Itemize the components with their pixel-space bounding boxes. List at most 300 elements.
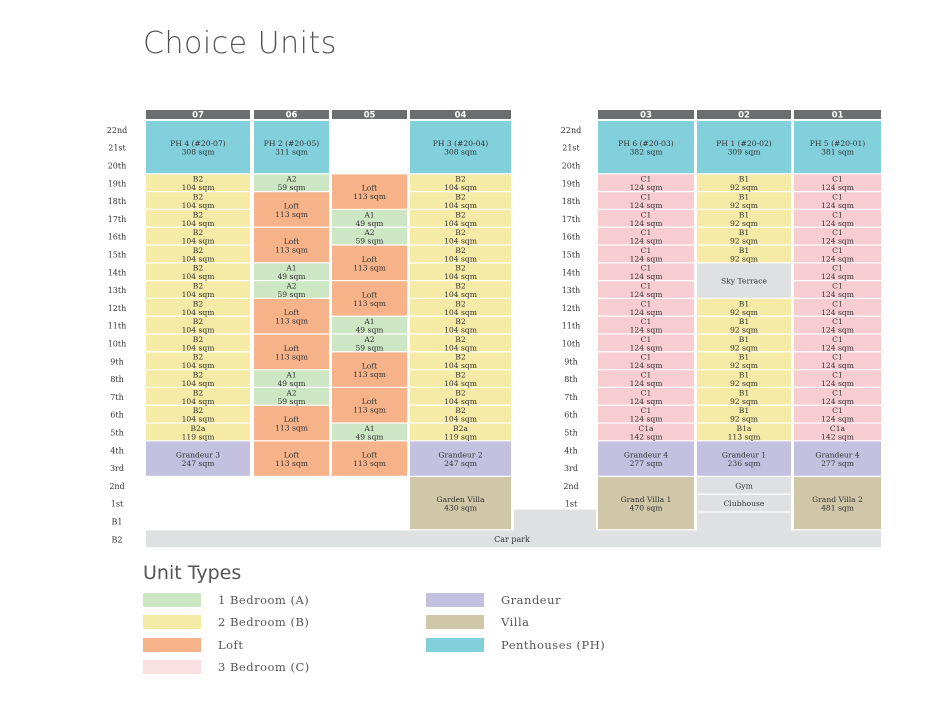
floor-label-right: 13th bbox=[561, 286, 581, 296]
unit-area: 124 sqm bbox=[821, 325, 854, 335]
unit-name: Garden Villa bbox=[436, 495, 485, 505]
unit-area: 124 sqm bbox=[821, 379, 854, 388]
unit-area: 247 sqm bbox=[444, 459, 477, 469]
legend-label: Grandeur bbox=[501, 593, 562, 607]
unit-name: C1 bbox=[832, 370, 843, 380]
floor-label-left: 13th bbox=[107, 286, 127, 296]
unit-cell bbox=[697, 192, 791, 210]
floor-label-left: 17th bbox=[107, 214, 127, 224]
floor-label-right: 11th bbox=[561, 321, 581, 331]
unit-name: C1 bbox=[640, 263, 652, 273]
unit-name: B2 bbox=[455, 406, 466, 416]
unit-name: C1a bbox=[829, 423, 846, 433]
unit-area: 124 sqm bbox=[629, 343, 663, 353]
unit-area: 92 sqm bbox=[729, 379, 759, 388]
unit-name: A1 bbox=[364, 317, 375, 327]
legend-swatch bbox=[426, 638, 484, 652]
unit-cell bbox=[146, 299, 250, 317]
unit-cell bbox=[332, 335, 407, 353]
unit-cell bbox=[794, 424, 881, 442]
page-title: Choice Units bbox=[143, 26, 337, 61]
floor-label-right: 1st bbox=[564, 499, 578, 509]
floor-label-right: 18th bbox=[561, 197, 581, 207]
unit-name: B2 bbox=[192, 352, 204, 362]
unit-name: B1 bbox=[738, 370, 750, 380]
unit-cell bbox=[697, 299, 791, 317]
unit-area: 104 sqm bbox=[444, 254, 477, 264]
unit-area: 113 sqm bbox=[353, 370, 386, 380]
unit-name: C1 bbox=[640, 317, 652, 327]
unit-cell bbox=[794, 370, 881, 388]
unit-cell bbox=[410, 317, 511, 335]
unit-cell bbox=[794, 228, 881, 246]
floor-label-left: 1st bbox=[110, 499, 124, 509]
unit-name: B2 bbox=[192, 370, 204, 380]
unit-name: PH 6 (#20-03) bbox=[618, 139, 674, 149]
unit-name: Grandeur 4 bbox=[623, 450, 669, 460]
unit-cell bbox=[794, 441, 881, 475]
unit-cell bbox=[254, 388, 329, 406]
unit-area: 142 sqm bbox=[629, 432, 663, 442]
unit-area: 124 sqm bbox=[821, 343, 854, 353]
unit-name: C1 bbox=[832, 406, 843, 416]
unit-cell bbox=[146, 210, 250, 228]
floor-label-left: 7th bbox=[110, 392, 124, 402]
unit-name: B2 bbox=[455, 388, 466, 398]
unit-cell bbox=[598, 477, 694, 529]
unit-cell bbox=[697, 441, 791, 475]
unit-name: B2 bbox=[455, 299, 466, 309]
unit-cell bbox=[697, 370, 791, 388]
unit-name: C1a bbox=[638, 423, 654, 433]
unit-area: 113 sqm bbox=[275, 459, 308, 469]
unit-name: A1 bbox=[364, 210, 375, 220]
legend-label: 3 Bedroom (C) bbox=[218, 660, 310, 674]
floor-label-left: 4th bbox=[110, 446, 124, 456]
unit-area: 104 sqm bbox=[181, 343, 215, 353]
floor-label-left: 3rd bbox=[109, 464, 125, 474]
unit-name: A2 bbox=[286, 281, 297, 291]
unit-name: B2 bbox=[192, 334, 204, 344]
unit-cell bbox=[794, 406, 881, 424]
unit-area: 104 sqm bbox=[444, 272, 477, 282]
unit-area: 124 sqm bbox=[629, 361, 663, 371]
legend-label: 2 Bedroom (B) bbox=[218, 615, 310, 629]
unit-cell bbox=[410, 335, 511, 353]
unit-cell bbox=[332, 352, 407, 386]
floor-label-right: 19th bbox=[561, 179, 581, 189]
unit-cell bbox=[254, 192, 329, 226]
unit-cell bbox=[146, 424, 250, 442]
unit-cell bbox=[794, 317, 881, 335]
unit-name: C1 bbox=[832, 210, 843, 220]
unit-name: C1 bbox=[640, 210, 652, 220]
unit-cell bbox=[146, 192, 250, 210]
unit-name: B2 bbox=[192, 210, 204, 220]
unit-name: B2 bbox=[192, 406, 204, 416]
floor-label-right: 12th bbox=[561, 303, 581, 313]
unit-area: 49 sqm bbox=[355, 218, 384, 228]
unit-area: 113 sqm bbox=[275, 209, 308, 219]
unit-name: A2 bbox=[286, 174, 297, 184]
unit-name: B1 bbox=[738, 317, 750, 327]
unit-name: B2 bbox=[455, 210, 466, 220]
unit-name: B1 bbox=[738, 334, 750, 344]
unit-name: Grand Villa 2 bbox=[812, 495, 863, 505]
unit-area: 104 sqm bbox=[181, 361, 215, 371]
unit-cell bbox=[794, 263, 881, 281]
unit-area: 124 sqm bbox=[629, 396, 663, 406]
unit-area: 104 sqm bbox=[444, 236, 477, 246]
unit-name: C1 bbox=[640, 352, 652, 362]
unit-cell bbox=[332, 246, 407, 280]
unit-name: Loft bbox=[361, 183, 378, 193]
column-header-label: 05 bbox=[363, 110, 376, 121]
legend-item-villa bbox=[426, 614, 530, 630]
unit-name: B2a bbox=[453, 423, 468, 433]
unit-area: 382 sqm bbox=[629, 147, 663, 157]
unit-name: C1 bbox=[832, 245, 843, 255]
unit-name: Clubhouse bbox=[723, 499, 765, 509]
unit-area: 470 sqm bbox=[629, 503, 663, 513]
unit-cell bbox=[146, 441, 250, 475]
unit-cell bbox=[410, 370, 511, 388]
floor-label-right: 10th bbox=[561, 339, 581, 349]
unit-cell bbox=[332, 424, 407, 442]
unit-cell bbox=[410, 352, 511, 370]
unit-name: Grandeur 2 bbox=[438, 450, 483, 460]
unit-area: 119 sqm bbox=[444, 432, 477, 442]
unit-area: 104 sqm bbox=[444, 396, 477, 406]
unit-area: 113 sqm bbox=[275, 352, 308, 362]
unit-area: 104 sqm bbox=[444, 183, 477, 193]
unit-area: 92 sqm bbox=[729, 396, 759, 406]
unit-name: B2 bbox=[455, 352, 466, 362]
unit-name: C1 bbox=[640, 388, 652, 398]
unit-area: 49 sqm bbox=[277, 272, 306, 282]
unit-name: PH 1 (#20-02) bbox=[716, 139, 772, 149]
unit-cell bbox=[410, 174, 511, 192]
unit-area: 49 sqm bbox=[355, 325, 384, 335]
unit-name: C1 bbox=[640, 281, 652, 291]
unit-name: B2 bbox=[192, 281, 204, 291]
unit-cell bbox=[410, 424, 511, 442]
unit-name: B2 bbox=[192, 228, 204, 238]
unit-name: B1 bbox=[738, 245, 750, 255]
floor-label-left: 16th bbox=[107, 232, 127, 242]
unit-name: C1 bbox=[640, 299, 652, 309]
unit-name: B2 bbox=[455, 192, 466, 202]
unit-cell bbox=[794, 299, 881, 317]
floor-label-right: 14th bbox=[561, 268, 581, 278]
unit-name: B1 bbox=[738, 388, 750, 398]
unit-area: 481 sqm bbox=[821, 503, 854, 513]
unit-cell bbox=[410, 281, 511, 299]
unit-cell bbox=[598, 121, 694, 173]
legend-swatch bbox=[143, 593, 201, 607]
unit-area: 308 sqm bbox=[444, 147, 477, 157]
unit-name: C1 bbox=[640, 174, 652, 184]
floor-label-left: 6th bbox=[110, 410, 124, 420]
unit-cell bbox=[697, 317, 791, 335]
unit-area: 104 sqm bbox=[444, 414, 477, 424]
unit-area: 104 sqm bbox=[181, 290, 215, 299]
unit-name: B1 bbox=[738, 299, 750, 309]
unit-area: 104 sqm bbox=[181, 307, 215, 317]
unit-cell bbox=[598, 210, 694, 228]
unit-area: 124 sqm bbox=[629, 201, 663, 210]
unit-cell bbox=[410, 477, 511, 529]
unit-name: Grand Villa 1 bbox=[620, 495, 672, 505]
unit-area: 124 sqm bbox=[629, 307, 663, 317]
legend-label: Villa bbox=[501, 615, 530, 629]
unit-name: B2 bbox=[455, 263, 466, 273]
unit-cell bbox=[332, 228, 407, 246]
unit-area: 113 sqm bbox=[727, 432, 761, 442]
unit-cell bbox=[598, 406, 694, 424]
floor-label-left: 18th bbox=[107, 197, 127, 207]
unit-cell bbox=[697, 495, 791, 512]
unit-area: 92 sqm bbox=[729, 218, 759, 228]
b1-block bbox=[514, 510, 596, 532]
unit-cell bbox=[146, 246, 250, 264]
unit-cell bbox=[410, 210, 511, 228]
unit-name: PH 3 (#20-04) bbox=[432, 139, 489, 149]
column-header-01 bbox=[794, 110, 881, 121]
unit-name: Grandeur 4 bbox=[815, 450, 860, 460]
unit-name: C1 bbox=[832, 388, 843, 398]
unit-cell bbox=[410, 388, 511, 406]
unit-area: 124 sqm bbox=[821, 236, 854, 246]
unit-name: C1 bbox=[640, 406, 652, 416]
unit-cell bbox=[794, 121, 881, 173]
unit-area: 92 sqm bbox=[729, 183, 759, 193]
unit-name: B2 bbox=[455, 370, 466, 380]
unit-name: B2 bbox=[192, 174, 204, 184]
unit-area: 124 sqm bbox=[821, 272, 854, 282]
unit-cell bbox=[598, 174, 694, 192]
legend-swatch bbox=[426, 593, 484, 607]
unit-cell bbox=[146, 174, 250, 192]
floor-label-left: 19th bbox=[107, 179, 127, 189]
floor-label-left: 21st bbox=[108, 143, 126, 153]
car-park bbox=[146, 530, 881, 547]
unit-area: 113 sqm bbox=[275, 316, 308, 326]
floor-label-left: 11th bbox=[107, 321, 127, 331]
floor-label-left: 15th bbox=[107, 250, 127, 260]
legend-swatch bbox=[143, 660, 201, 674]
unit-area: 104 sqm bbox=[181, 236, 215, 246]
unit-area: 104 sqm bbox=[444, 343, 477, 353]
column-header-label: 07 bbox=[192, 110, 204, 121]
unit-cell bbox=[598, 335, 694, 353]
unit-name: B1 bbox=[738, 174, 750, 184]
unit-area: 104 sqm bbox=[181, 379, 215, 388]
unit-cell bbox=[410, 192, 511, 210]
legend-swatch bbox=[143, 615, 201, 629]
floor-label-right: 15th bbox=[561, 250, 581, 260]
unit-area: 124 sqm bbox=[821, 396, 854, 406]
column-header-06 bbox=[254, 110, 329, 121]
unit-name: Loft bbox=[283, 237, 300, 246]
unit-cell bbox=[794, 192, 881, 210]
unit-area: 92 sqm bbox=[729, 414, 759, 424]
floor-label-left: 9th bbox=[110, 357, 124, 367]
unit-cell bbox=[794, 246, 881, 264]
unit-area: 236 sqm bbox=[727, 459, 761, 469]
unit-cell bbox=[146, 370, 250, 388]
unit-name: Loft bbox=[283, 343, 300, 353]
unit-area: 104 sqm bbox=[181, 272, 215, 282]
unit-cell bbox=[794, 281, 881, 299]
unit-cell bbox=[598, 281, 694, 299]
unit-name: C1 bbox=[832, 352, 843, 362]
unit-area: 92 sqm bbox=[729, 307, 759, 317]
unit-name: PH 5 (#20-01) bbox=[809, 139, 866, 149]
unit-area: 124 sqm bbox=[821, 183, 854, 193]
unit-area: 124 sqm bbox=[821, 254, 854, 264]
unit-cell bbox=[254, 299, 329, 333]
unit-name: B2 bbox=[455, 281, 466, 291]
unit-cell bbox=[598, 388, 694, 406]
unit-cell bbox=[410, 441, 511, 475]
unit-name: Grandeur 3 bbox=[175, 450, 221, 460]
column-header-03 bbox=[598, 110, 694, 121]
unit-area: 104 sqm bbox=[444, 218, 477, 228]
column-header-label: 06 bbox=[285, 110, 298, 121]
unit-area: 124 sqm bbox=[821, 218, 854, 228]
unit-area: 113 sqm bbox=[353, 405, 386, 415]
unit-area: 247 sqm bbox=[181, 459, 215, 469]
unit-name: B1 bbox=[738, 406, 750, 416]
floor-label-right: 7th bbox=[564, 392, 578, 402]
unit-area: 104 sqm bbox=[444, 307, 477, 317]
legend-item-loft bbox=[143, 637, 243, 653]
unit-name: B1a bbox=[736, 423, 752, 433]
unit-cell bbox=[332, 174, 407, 208]
unit-name: Loft bbox=[361, 254, 378, 264]
unit-name: B2 bbox=[455, 317, 466, 327]
unit-cell bbox=[697, 388, 791, 406]
unit-name: C1 bbox=[832, 299, 843, 309]
unit-cell bbox=[146, 335, 250, 353]
unit-name: Loft bbox=[283, 415, 300, 424]
unit-cell bbox=[697, 210, 791, 228]
unit-area: 49 sqm bbox=[277, 379, 306, 388]
column-header-05 bbox=[332, 110, 407, 121]
unit-name: Loft bbox=[361, 290, 378, 300]
column-header-04 bbox=[410, 110, 511, 121]
unit-area: 92 sqm bbox=[729, 201, 759, 210]
unit-area: 92 sqm bbox=[729, 343, 759, 353]
unit-name: C1 bbox=[832, 334, 843, 344]
unit-area: 104 sqm bbox=[444, 361, 477, 371]
unit-cell bbox=[146, 406, 250, 424]
unit-area: 113 sqm bbox=[353, 459, 386, 469]
unit-area: 59 sqm bbox=[277, 290, 306, 299]
unit-area: 59 sqm bbox=[277, 183, 306, 193]
column-header-02 bbox=[697, 110, 791, 121]
unit-name: A2 bbox=[364, 228, 375, 238]
unit-area: 124 sqm bbox=[629, 218, 663, 228]
unit-area: 308 sqm bbox=[181, 147, 215, 157]
floor-label-left: B2 bbox=[111, 535, 123, 545]
b1-block-right bbox=[697, 513, 791, 531]
floor-label-right: 4th bbox=[564, 446, 578, 456]
unit-area: 92 sqm bbox=[729, 361, 759, 371]
unit-area: 119 sqm bbox=[181, 432, 215, 442]
unit-area: 124 sqm bbox=[821, 414, 854, 424]
floor-label-right: 22nd bbox=[560, 125, 582, 135]
unit-cell bbox=[410, 228, 511, 246]
unit-name: Loft bbox=[361, 361, 378, 371]
unit-name: B2 bbox=[455, 334, 466, 344]
legend-swatch bbox=[143, 638, 201, 652]
unit-area: 124 sqm bbox=[629, 272, 663, 282]
unit-area: 104 sqm bbox=[181, 325, 215, 335]
unit-name: Loft bbox=[283, 201, 300, 211]
unit-area: 124 sqm bbox=[821, 361, 854, 371]
unit-cell bbox=[332, 210, 407, 228]
floor-label-right: 9th bbox=[564, 357, 578, 367]
floor-label-left: 14th bbox=[107, 268, 127, 278]
unit-cell bbox=[598, 352, 694, 370]
unit-cell bbox=[254, 174, 329, 192]
unit-cell bbox=[332, 388, 407, 422]
unit-area: 309 sqm bbox=[727, 147, 761, 157]
unit-cell bbox=[794, 210, 881, 228]
unit-cell bbox=[598, 441, 694, 475]
unit-cell bbox=[254, 406, 329, 440]
unit-name: B2 bbox=[192, 299, 204, 309]
unit-cell bbox=[254, 263, 329, 281]
unit-cell bbox=[598, 263, 694, 281]
unit-area: 124 sqm bbox=[629, 183, 663, 193]
unit-name: C1 bbox=[832, 281, 843, 291]
unit-cell bbox=[410, 299, 511, 317]
unit-cell bbox=[410, 121, 511, 173]
floor-label-right: 5th bbox=[564, 428, 578, 438]
unit-name: Sky Terrace bbox=[720, 276, 768, 286]
unit-area: 430 sqm bbox=[444, 503, 477, 513]
unit-cell bbox=[697, 228, 791, 246]
unit-name: B1 bbox=[738, 210, 750, 220]
unit-area: 104 sqm bbox=[181, 183, 215, 193]
unit-name: B1 bbox=[738, 192, 750, 202]
column-header-label: 03 bbox=[640, 110, 652, 121]
unit-area: 113 sqm bbox=[275, 245, 308, 255]
unit-area: 104 sqm bbox=[181, 201, 215, 210]
unit-name: Loft bbox=[283, 450, 300, 460]
column-header-label: 01 bbox=[831, 110, 844, 121]
unit-cell bbox=[410, 246, 511, 264]
unit-name: C1 bbox=[832, 263, 843, 273]
unit-cell bbox=[697, 335, 791, 353]
unit-cell bbox=[794, 174, 881, 192]
unit-area: 92 sqm bbox=[729, 325, 759, 335]
unit-cell bbox=[697, 424, 791, 442]
unit-name: Loft bbox=[361, 397, 378, 407]
unit-cell bbox=[254, 335, 329, 369]
unit-types-title: Unit Types bbox=[143, 562, 242, 584]
legend-item-3-bedroom bbox=[143, 659, 310, 675]
legend-item-1-bedroom bbox=[143, 592, 309, 608]
unit-name: A1 bbox=[364, 423, 375, 433]
unit-cell bbox=[332, 281, 407, 315]
unit-cell bbox=[697, 263, 791, 297]
unit-name: A2 bbox=[286, 388, 297, 398]
unit-name: B2 bbox=[192, 388, 204, 398]
